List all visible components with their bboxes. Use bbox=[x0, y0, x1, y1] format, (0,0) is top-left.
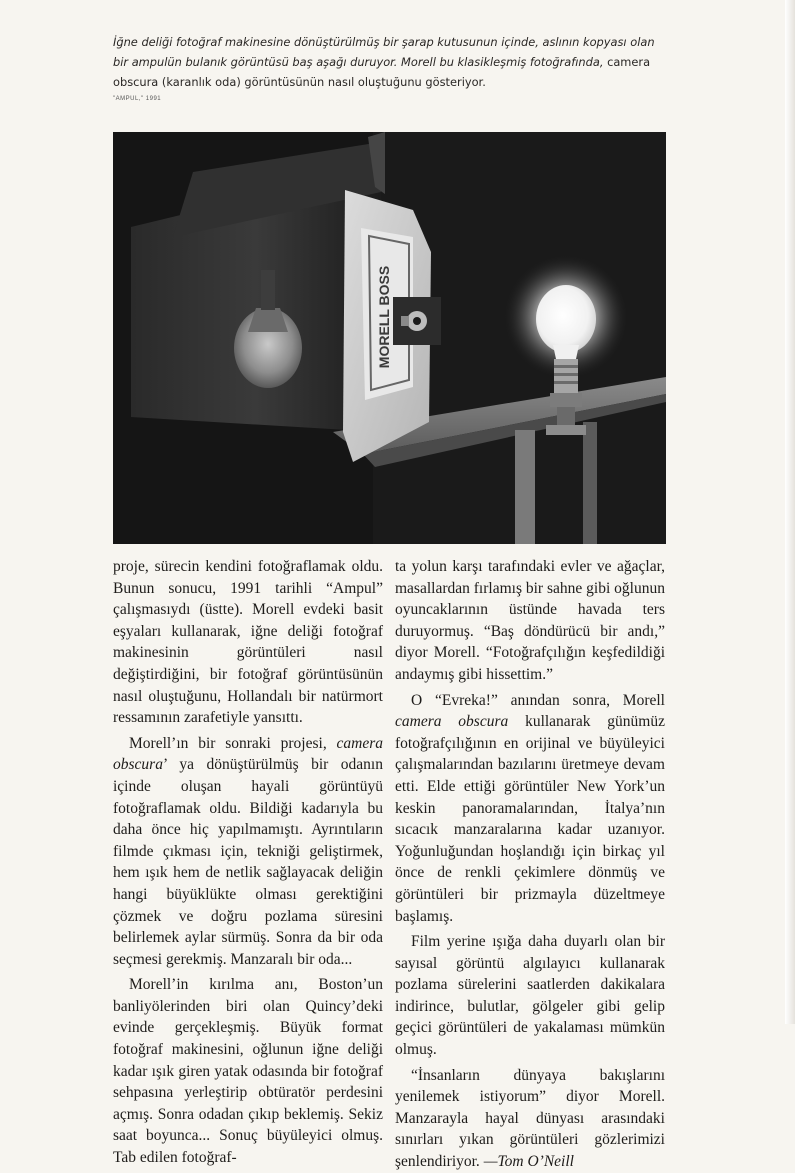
paragraph-text: Morell’ın bir sonraki projesi, bbox=[129, 734, 337, 752]
caption-text-italic: İğne deliği fotoğraf makinesine dönüştürülmüş bir şarap kutusunun içinde, aslının kopyası olan bir ampulün bulanık görüntüsü baş aşağı duruyor. Morell bu klasikleşmiş fotoğrafında, bbox=[113, 35, 655, 69]
photo-credit: "AMPUL," 1991 bbox=[113, 96, 162, 102]
article-paragraph bbox=[113, 974, 383, 1168]
article-paragraph bbox=[395, 1065, 665, 1173]
paragraph-text: O “Evreka!” anından sonra, Morell bbox=[411, 691, 665, 709]
ampul-photograph bbox=[113, 132, 666, 544]
paragraph-text: “İnsanların dünyaya bakışlarını yenilemek istiyorum” diyor Morell. Manzarayla hayal dünyası arasındaki sınırları yıkan görüntüleri gözlerimizi şenlendiriyor. bbox=[395, 1066, 665, 1171]
right-column bbox=[395, 556, 665, 1173]
paragraph-text: ta yolun karşı tarafındaki evler ve ağaçlar, masallardan fırlamış bir sahne gibi oğlunun oyuncaklarının üstünde havada ters duruyormuş. “Baş döndürücü bir andı,” diyor Morell. “Fotoğrafçılığın keşfedildiği andaymış gibi hissettim.” bbox=[395, 558, 665, 683]
table-leg bbox=[515, 430, 535, 544]
italic-text: camera obscura bbox=[113, 734, 383, 774]
article-paragraph bbox=[395, 931, 665, 1061]
paragraph-text: proje, sürecin kendini fotoğraflamak oldu. Bunun sonucu, 1991 tarihli “Ampul” çalışmasıydı (üstte). Morell evdeki basit eşyaları kullanarak, iğne deliği fotoğraf makinesinin görüntüleri nasıl değiştirdiğini, bir fotoğraf görüntüsünün nasıl oluştuğunu, Hollandalı bir natürmort ressamının zarafetiyle yansıttı. bbox=[113, 558, 383, 727]
article-paragraph bbox=[113, 733, 383, 971]
italic-text: —Tom O’Neill bbox=[483, 1153, 574, 1171]
photo-illustration bbox=[113, 132, 666, 544]
article-paragraph bbox=[395, 556, 665, 686]
caption-text-roman: camera obscura (karanlık oda) görüntüsünün nasıl oluştuğunu gösteriyor. bbox=[113, 55, 651, 89]
paragraph-text: kullanarak günümüz fotoğrafçılığının en orijinal ve büyüleyici çalışmalarından bazılarını üretmeye devam etti. Elde ettiği görüntüler New York’un keskin panoramalarından, İtalya’nın sıcacık manzaralarına kadar uzanıyor. Yoğunluğundan hoşlandığı için birkaç yıl önce de renkli çekimlere dönmüş ve görüntüleri bir prizmayla düzeltmeye başlamış. bbox=[395, 713, 665, 925]
paragraph-text: Morell’in kırılma anı, Boston’un banliyölerinden biri olan Quincy’deki evinde gerçekleşmiş. Büyük format fotoğraf makinesini, oğlunun iğne deliği kadar ışık giren yatak odasında bir fotoğraf sehpasına yerleştirip obtüratör perdesini açmış. Sonra odadan çıkıp beklemiş. Sekiz saat boyunca... Sonuç büyüleyici olmuş. Tab edilen fotoğraf- bbox=[113, 976, 383, 1167]
page-edge bbox=[785, 0, 795, 1024]
box-label: MORELL BOSS bbox=[376, 265, 392, 369]
paragraph-text: Film yerine ışığa daha duyarlı olan bir sayısal görüntü algılayıcı kullanarak pozlama sürelerini saatlerden dakikalara indirince, bulutlar, gölgeler gibi gelip geçici görüntüleri de yakalaması mümkün olmuş. bbox=[395, 933, 665, 1059]
article-paragraph bbox=[113, 556, 383, 729]
left-column bbox=[113, 556, 383, 1169]
article-paragraph bbox=[395, 690, 665, 928]
photo-caption bbox=[113, 32, 673, 92]
italic-text: camera obscura bbox=[395, 713, 509, 731]
paragraph-text: ’ ya dönüştürülmüş bir odanın içinde oluşan hayali görüntüyü fotoğraflamak oldu. Bildiği kadarıyla bu daha önce hiç yapılmamıştı. Ayrıntıların filmde çıkması için, tekniği geliştirmek, hem ışık hem de netlik sağlayacak deliğin hangi büyüklükte olması gerektiğini çözmek ve doğru pozlama süresini belirlemek aylar sürmüş. Sonra da bir oda seçmesi gerekmiş. Manzaralı bir oda... bbox=[113, 756, 383, 968]
